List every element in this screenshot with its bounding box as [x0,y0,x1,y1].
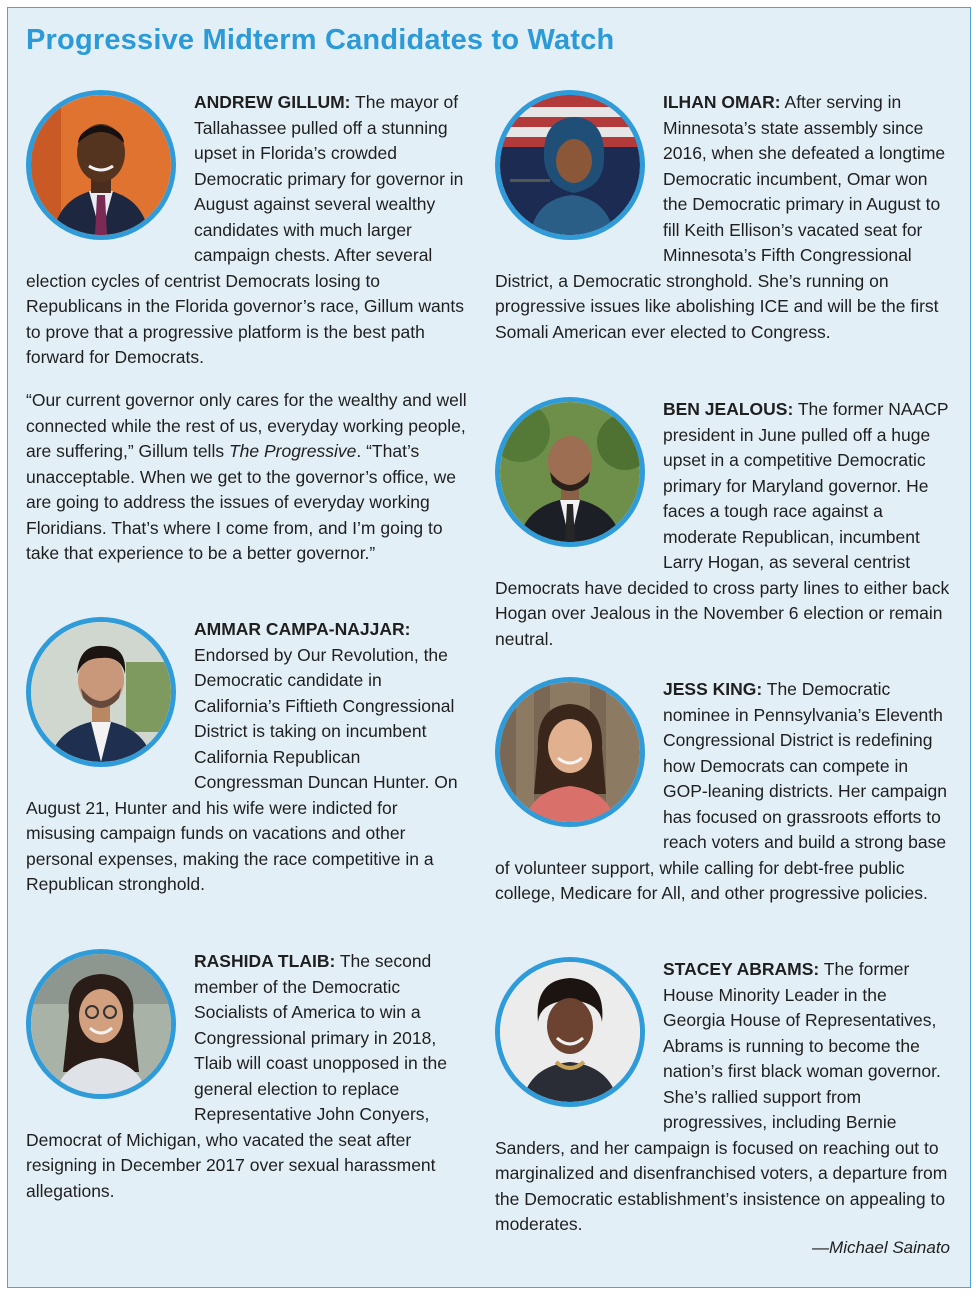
quote-part-2: . “That’s unacceptable. When we get to the governor’s office, we are going to address the issues of everyday working Floridians. That’s where I come from, and I’m going to take that experience to be a better governor.” [26,441,456,563]
quote-publication: The Progressive [228,441,357,461]
candidate-description: Endorsed by Our Revolution, the Democratic candidate in California’s Fiftieth Congressional District is taking on incumbent California Republican Congressman Duncan Hunter. On August 21, Hunter and his wife were indicted for misusing campaign funds on vacations and other personal expenses, making the race competitive in a Republican stronghold. [26,644,458,894]
candidate-andrew-gillum [26,90,468,371]
candidate-name: ILHAN OMAR: [663,92,781,112]
candidate-description: The Democratic nominee in Pennsylvania’s Eleventh Congressional District is redefining how Democrats can compete in GOP-leaning districts. Her campaign has focused on grassroots efforts to reach voters and build a strong base of volunteer support, while calling for debt-free public college, Medicare for All, and other progressive policies. [495,679,947,903]
ammar-campa-najjar-photo [26,617,176,767]
candidate-name: JESS KING: [663,679,763,699]
page-title: Progressive Midterm Candidates to Watch [26,24,615,56]
candidate-name: STACEY ABRAMS: [663,959,820,979]
rashida-tlaib-photo [26,949,176,1099]
candidate-description: The mayor of Tallahassee pulled off a stunning upset in Florida’s crowded Democratic primary for governor in August against several wealthy candidates with much larger campaign chests. After several election cycles of centrist Democrats losing to Republicans in the Florida governor’s race, Gillum wants to prove that a progressive platform is the best path forward for Democrats. [26,92,465,367]
candidate-ammar-campa-najjar [26,617,468,898]
candidate-ben-jealous [495,397,950,652]
candidate-jess-king [495,677,950,907]
candidate-name: BEN JEALOUS: [663,399,794,419]
candidate-name: ANDREW GILLUM: [194,92,351,112]
jess-king-photo [495,677,645,827]
candidate-name: AMMAR CAMPA-NAJJAR: [194,619,411,639]
candidate-description: The second member of the Democratic Socialists of America to win a Congressional primary in 2018, Tlaib will coast unopposed in the general election to replace Representative John Conyers, Democrat of Michigan, who vacated the seat after resigning in December 2017 over sexual harassment allegations. [26,951,447,1201]
candidate-stacey-abrams [495,957,950,1238]
candidate-description: The former House Minority Leader in the Georgia House of Representatives, Abrams is running to become the nation’s first black woman governor. She’s rallied support from progressives, including Bernie Sanders, and her campaign is focused on reaching out to marginalized and disenfranchised voters, a departure from the Democratic establishment’s insistence on appealing to moderates. [495,959,948,1234]
candidate-name: RASHIDA TLAIB: [194,951,336,971]
candidate-ilhan-omar [495,90,950,345]
ben-jealous-photo [495,397,645,547]
candidate-rashida-tlaib [26,949,468,1204]
andrew-gillum-photo [26,90,176,240]
ilhan-omar-photo [495,90,645,240]
quote-text [26,388,468,567]
candidate-description: The former NAACP president in June pulled off a huge upset in a competitive Democratic primary for Maryland governor. He faces a tough race against a moderate Republican, incumbent Larry Hogan, as several centrist Democrats have decided to cross party lines to either back Hogan over Jealous in the November 6 election or remain neutral. [495,399,950,649]
quote-part-1: “Our current governor only cares for the wealthy and well connected while the rest of us, everyday working people, are suffering,” Gillum tells [26,390,467,461]
candidate-description: After serving in Minnesota’s state assembly since 2016, when she defeated a longtime Democratic incumbent, Omar won the Democratic primary in August to fill Keith Ellison’s vacated seat for Minnesota’s Fifth Congressional District, a Democratic stronghold. She’s running on progressive issues like abolishing ICE and will be the first Somali American ever elected to Congress. [495,92,946,342]
gillum-quote [26,388,468,567]
author-byline: —Michael Sainato [812,1238,950,1257]
stacey-abrams-photo [495,957,645,1107]
